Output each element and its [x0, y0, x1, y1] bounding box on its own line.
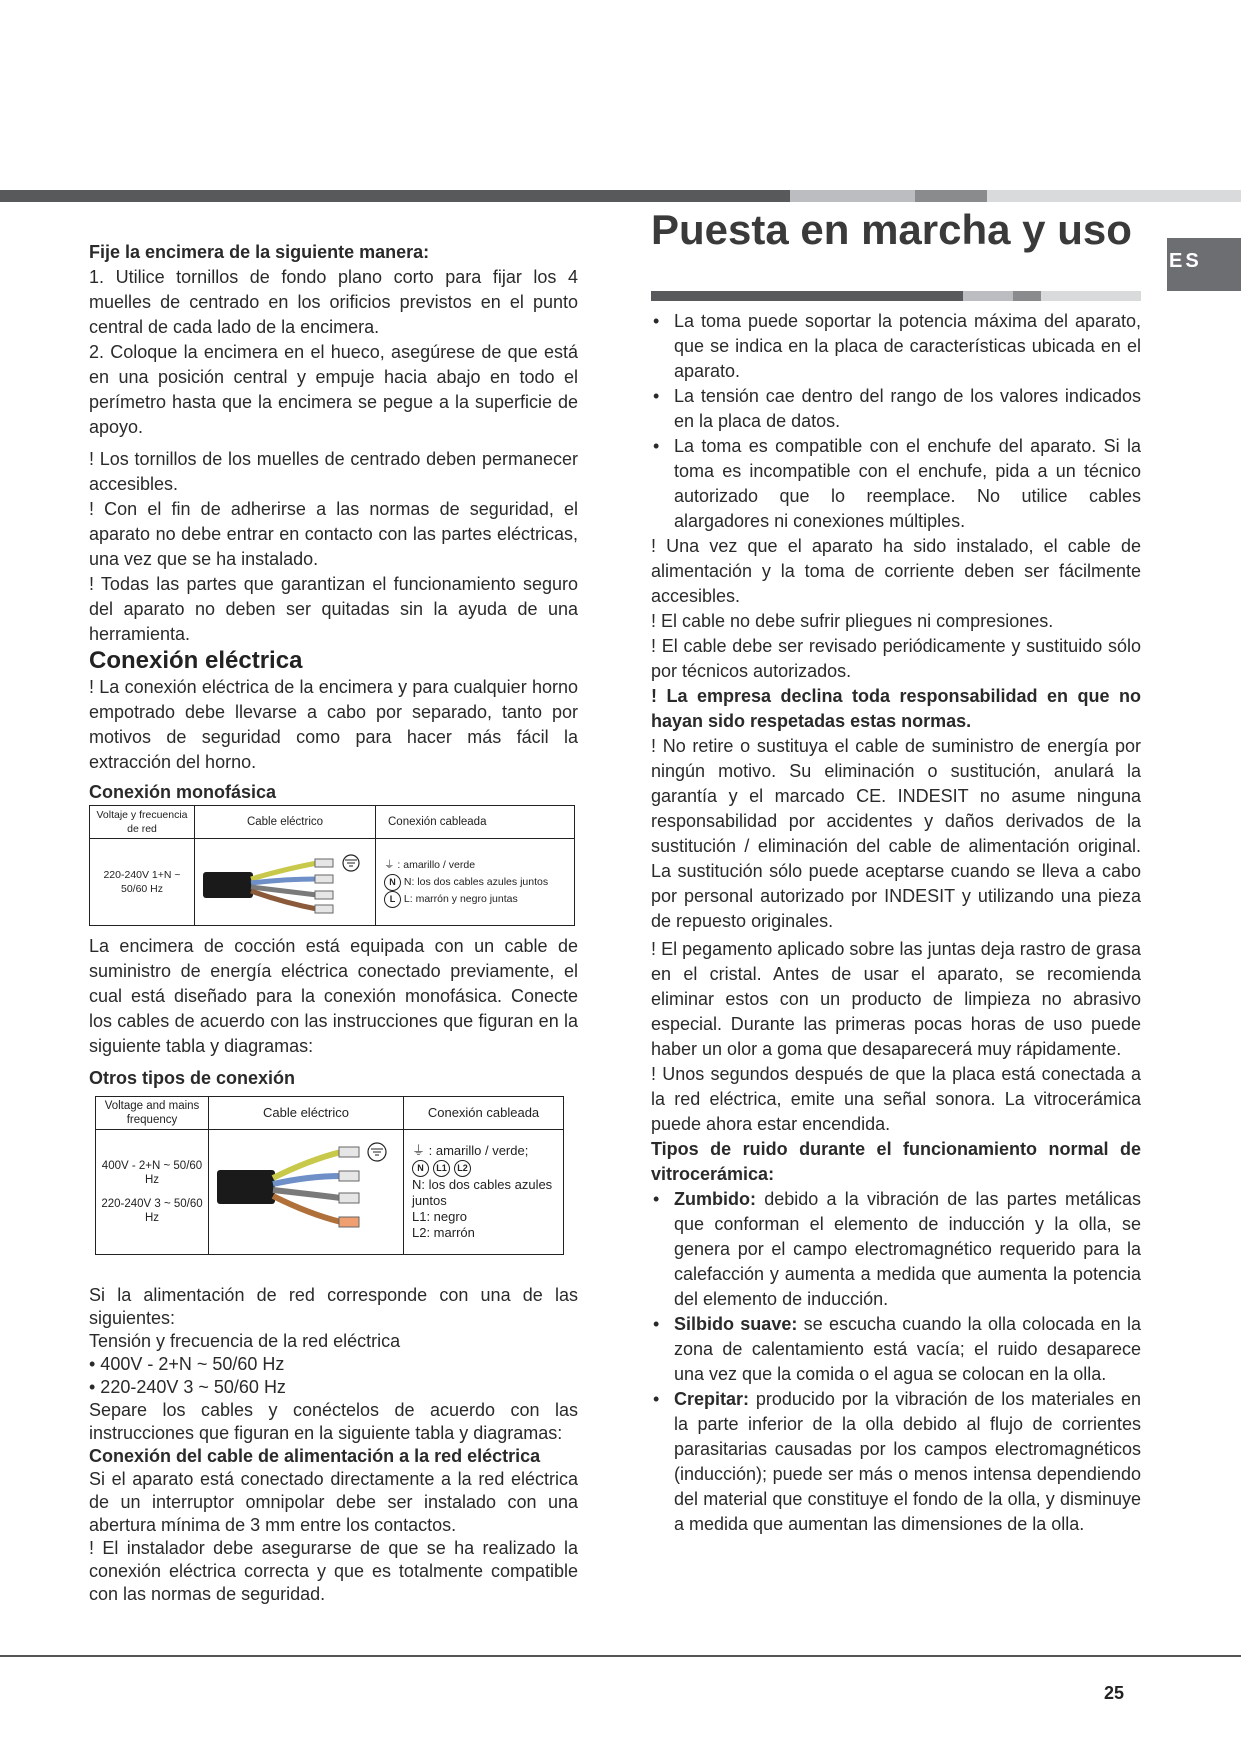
wiring2-l1: L1: negro — [412, 1209, 467, 1224]
header-rule-dark — [0, 190, 790, 202]
warning-liability: ! La empresa declina toda responsabilidad en que no hayan sido respetadas estas normas. — [651, 686, 1141, 731]
header-rule-mid — [915, 190, 987, 202]
warning-safety: ! Con el fin de adherirse a las normas de seguridad, el aparato no debe entrar en contacto con las partes eléctricas, una vez que se ha instalado. — [89, 499, 578, 569]
wiring-line-row: L L: marrón y negro juntas — [384, 891, 570, 908]
mains-warning: ! El instalador debe asegurarse de que se ha realizado la conexión eléctrica correcta y que es totalmente compatible con las normas de seguridad. — [89, 1538, 578, 1604]
left-column-bottom — [89, 1284, 578, 1606]
single-phase-description: La encimera de cocción está equipada con un cable de suministro de energía eléctrica conectado previamente, el cual está diseñado para la conexión monofásica. Conecte los cables de acuerdo con las instrucciones que figuran en la siguiente tabla y diagramas: — [89, 936, 578, 1056]
list-item: • Silbido suave: se escucha cuando la olla colocada en la zona de calentamiento está vacía; el ruido desaparece una vez que la comida o el agua se colocan en la olla. — [651, 1312, 1141, 1387]
title-rule-light-2 — [1041, 291, 1141, 301]
supply-option-2: • 220-240V 3 ~ 50/60 Hz — [89, 1377, 286, 1397]
wiring-neutral-row: N N: los dos cables azules juntos — [384, 874, 570, 891]
title-rule-light — [963, 291, 1013, 301]
page-number: 25 — [1104, 1683, 1125, 1703]
warning-screws: ! Los tornillos de los muelles de centrado deben permanecer accesibles. — [89, 449, 578, 494]
warning-cable-replace: ! No retire o sustituya el cable de suministro de energía por ningún motivo. Su eliminación o sustitución, anulará la garantía y el marcado CE. INDESIT no asume ninguna responsabilidad por accidentes y daños derivados de la sustitución / eliminación del cable de alimentación original. La sustitución sólo puede aceptarse cuando se lleva a cabo por personal autorizado por INDESIT y utilizando una pieza de repuesto originales. — [651, 736, 1141, 931]
earth-icon: ⏚ — [412, 1143, 429, 1158]
page-title: Puesta en marcha y uso — [651, 206, 1132, 253]
l2-terminal-icon: L2 — [454, 1160, 471, 1177]
header-rule-light-2 — [987, 190, 1241, 202]
noise-list — [651, 1187, 1141, 1537]
table2-cell-voltage — [96, 1130, 209, 1255]
warning-cable-check: ! El cable debe ser revisado periódicamente y sustituido sólo por técnicos autorizados. — [651, 636, 1141, 681]
title-rule-dark — [651, 291, 963, 301]
wiring2-l2: L2: marrón — [412, 1225, 475, 1240]
supply-option-1: • 400V - 2+N ~ 50/60 Hz — [89, 1354, 285, 1374]
table-header-wiring: Conexión cableada — [376, 806, 575, 839]
neutral-terminal-icon: N — [384, 874, 401, 891]
cable-diagram-single-phase — [195, 839, 367, 921]
language-tab: ES — [1167, 238, 1241, 291]
single-phase-wiring-table — [89, 805, 575, 926]
supply-intro: Si la alimentación de red corresponde con una de las siguientes: — [89, 1285, 578, 1328]
cable-diagram-cell-2 — [209, 1130, 404, 1255]
wiring2-neutral: N: los dos cables azules juntos — [412, 1177, 553, 1208]
table-cell-voltage: 220-240V 1+N ~ 50/60 Hz — [90, 839, 195, 926]
warning-parts: ! Todas las partes que garantizan el funcionamiento seguro del aparato no deben ser quitadas sin la ayuda de una herramienta. — [89, 574, 578, 644]
noise-heading: Tipos de ruido durante el funcionamiento normal de vitrocerámica: — [651, 1139, 1141, 1184]
warning-cable-bends: ! El cable no debe sufrir pliegues ni compresiones. — [651, 611, 1054, 631]
terminal-icons-row — [412, 1159, 559, 1177]
socket-requirements-list — [651, 309, 1141, 534]
warning-accessible: ! Una vez que el aparato ha sido instalado, el cable de alimentación y la toma de corriente deben ser fácilmente accesibles. — [651, 536, 1141, 606]
single-phase-heading: Conexión monofásica — [89, 782, 277, 802]
other-connections-heading: Otros tipos de conexión — [89, 1068, 296, 1088]
fix-step-1: 1. Utilice tornillos de fondo plano corto para fijar los 4 muelles de centrado en los orificios previstos en el punto central de cada lado de la encimera. — [89, 267, 578, 337]
table-cell-wiring — [376, 839, 575, 926]
header-rule-light — [790, 190, 915, 202]
table2-header-voltage: Voltage and mains frequency — [96, 1097, 209, 1130]
mains-heading: Conexión del cable de alimentación a la red eléctrica — [89, 1446, 541, 1466]
line-terminal-icon: L — [384, 891, 401, 908]
supply-subheading: Tensión y frecuencia de la red eléctrica — [89, 1331, 401, 1351]
table-header-cable: Cable eléctrico — [195, 806, 376, 839]
wiring-ground-row: ⏚ : amarillo / verde — [384, 858, 476, 871]
table-header-voltage: Voltaje y frecuencia de red — [90, 806, 195, 839]
cable-diagram-multi-phase — [209, 1130, 395, 1250]
neutral-terminal-icon: N — [412, 1160, 429, 1177]
other-connections-wiring-table — [95, 1096, 564, 1255]
title-rule-mid — [1013, 291, 1041, 301]
table2-header-cable: Cable eléctrico — [209, 1097, 404, 1130]
fix-step-2: 2. Coloque la encimera en el hueco, asegúrese de que está en una posición central y empuje hacia abajo en todo el perímetro hasta que la encimera se pegue a la superficie de apoyo. — [89, 342, 578, 437]
earth-icon: ⏚ — [384, 858, 398, 871]
cable-diagram-cell — [195, 839, 376, 926]
l1-terminal-icon: L1 — [433, 1160, 450, 1177]
list-item: • La toma puede soportar la potencia máxima del aparato, que se indica en la placa de características ubicada en el aparato. — [651, 309, 1141, 384]
table2-header-wiring: Conexión cableada — [404, 1097, 564, 1130]
left-column-middle — [89, 934, 578, 1091]
table2-cell-wiring — [404, 1130, 564, 1255]
voltage-option-a: 400V - 2+N ~ 50/60 Hz — [101, 1160, 203, 1186]
wiring2-ground-row: ⏚ : amarillo / verde; — [412, 1143, 529, 1158]
mains-text: Si el aparato está conectado directamente a la red eléctrica de un interruptor omnipolar debe ser instalado con una abertura mínima de 3 mm entre los contactos. — [89, 1469, 578, 1535]
list-item: • Zumbido: debido a la vibración de las partes metálicas que conforman el elemento de inducción y la olla, se genera por el campo electromagnético requerido para la calefacción y aumenta a medida que aumenta la potencia del elemento de inducción. — [651, 1187, 1141, 1312]
supply-outro: Separe los cables y conéctelos de acuerdo con las instrucciones que figuran en la siguiente tabla y diagramas: — [89, 1400, 578, 1443]
list-item: • Crepitar: producido por la vibración de los materiales en la parte inferior de la olla debido al flujo de corrientes parasitarias causadas por los campos electromagnéticos (inducción); puede ser más o menos intensa dependiendo del material que constituye el fondo de la olla, y disminuye a medida que aumentan las dimensiones de la olla. — [651, 1387, 1141, 1537]
voltage-option-b: 220-240V 3 ~ 50/60 Hz — [101, 1198, 203, 1224]
list-item: • La tensión cae dentro del rango de los valores indicados en la placa de datos. — [651, 384, 1141, 434]
right-column — [651, 309, 1141, 1537]
fix-heading: Fije la encimera de la siguiente manera: — [89, 242, 430, 262]
left-column — [89, 240, 578, 805]
footer-rule — [0, 1655, 1241, 1657]
electrical-intro: ! La conexión eléctrica de la encimera y para cualquier horno empotrado debe llevarse a cabo por separado, tanto por motivos de seguridad como para hacer más fácil la extracción del horno. — [89, 677, 578, 772]
list-item: • La toma es compatible con el enchufe del aparato. Si la toma es incompatible con el enchufe, pida a un técnico autorizado que lo reemplace. No utilice cables alargadores ni conexiones múltiples. — [651, 434, 1141, 534]
warning-beep: ! Unos segundos después de que la placa está conectada a la red eléctrica, emite una señal sonora. La vitrocerámica puede ahora estar encendida. — [651, 1064, 1141, 1134]
section-heading-electrical: Conexión eléctrica — [89, 647, 303, 674]
warning-glue: ! El pegamento aplicado sobre las juntas deja rastro de grasa en el cristal. Antes de usar el aparato, se recomienda eliminar estos con un producto de limpieza no abrasivo especial. Durante las primeras pocas horas de uso puede haber un olor a goma que desaparecerá muy rápidamente. — [651, 939, 1141, 1059]
